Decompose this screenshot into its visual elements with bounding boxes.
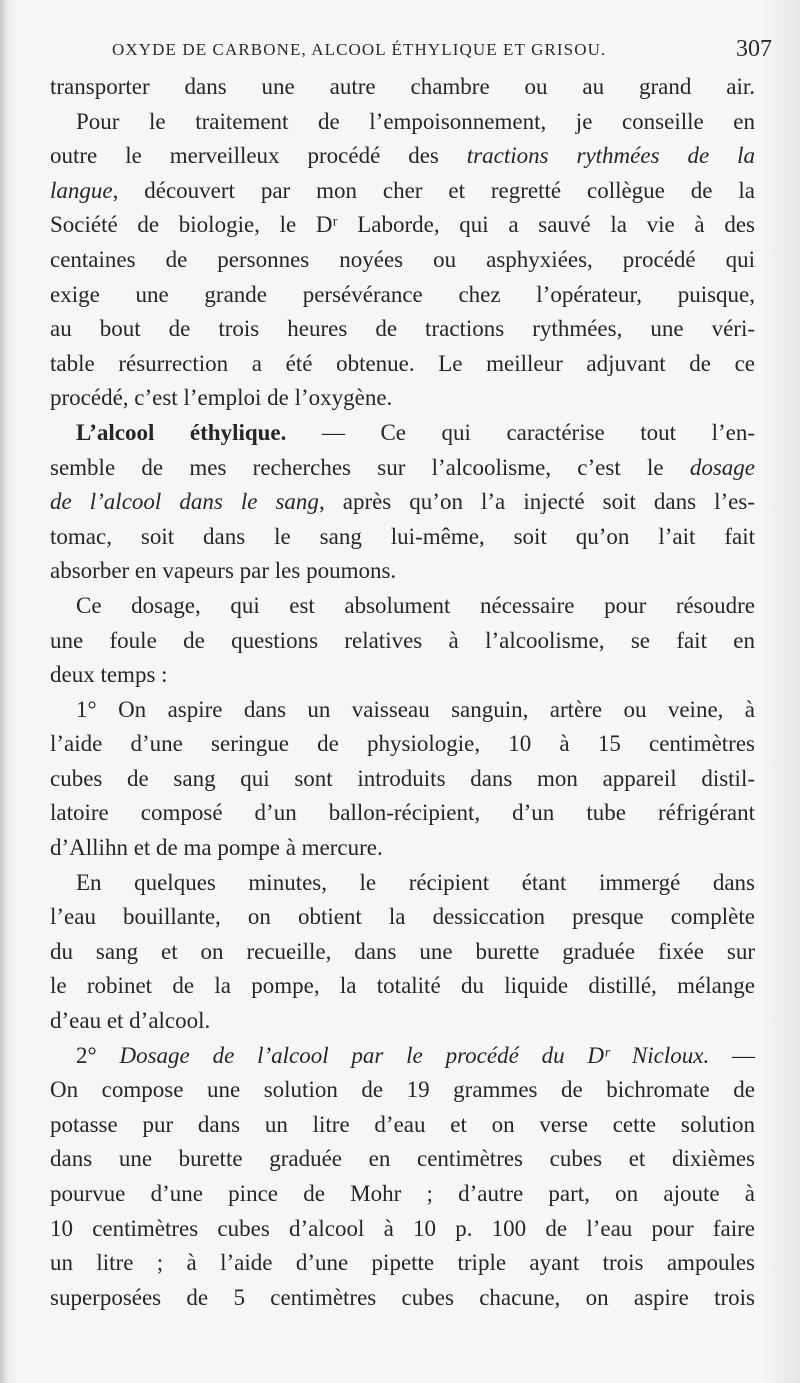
text-line: du sang et on recueille, dans une burette graduée fixée sur [50,938,755,964]
text-line: table résurrection a été obtenue. Le meilleur adjuvant de ce [50,350,755,376]
text-line: absorber en vapeurs par les poumons. [50,558,397,584]
italic-phrase: de l’alcool dans le sang [50,489,319,515]
subsection-heading: Dosage de l’alcool par le procédé du Dʳ Nicloux. [119,1042,710,1068]
text-line: 10 centimètres cubes d’alcool à 10 p. 100 de l’eau pour faire [50,1215,755,1241]
paragraph-start-line: Pour le traitement de l’empoisonnement, je conseille en [76,108,755,134]
paragraph-start-line: Ce dosage, qui est absolument nécessaire pour résoudre [76,592,755,618]
text-line: superposées de 5 centimètres cubes chacune, on aspire trois [50,1284,755,1310]
text-line: de l’alcool dans le sang, après qu’on l’a injecté soit dans l’es- [50,489,755,515]
section-heading-line: L’alcool éthylique. — Ce qui caractérise tout l’en- [76,419,755,445]
text-line: tomac, soit dans le sang lui-même, soit qu’on l’ait fait [50,523,755,549]
text-line: un litre ; à l’aide d’une pipette triple ayant trois ampoules [50,1250,755,1276]
text-line: semble de mes recherches sur l’alcoolisme, c’est le dosage [50,454,755,480]
text-line: deux temps : [50,662,168,688]
paragraph-start-line: En quelques minutes, le récipient étant immergé dans [76,869,755,895]
text-line: procédé, c’est l’emploi de l’oxygène. [50,385,393,411]
text-line: l’eau bouillante, on obtient la dessiccation presque complète [50,904,755,930]
text-line: d’eau et d’alcool. [50,1008,211,1034]
text-line: exige une grande persévérance chez l’opérateur, puisque, [50,281,755,307]
text-line: centaines de personnes noyées ou asphyxiées, procédé qui [50,246,755,272]
text-line: latoire composé d’un ballon-récipient, d’un tube réfrigérant [50,800,755,826]
text-line: d’Allihn et de ma pompe à mercure. [50,835,383,861]
text-line: potasse pur dans un litre d’eau et on verse cette solution [50,1111,755,1137]
text-line: l’aide d’une seringue de physiologie, 10 à 15 centimètres [50,731,755,757]
paragraph-start-line: 1° On aspire dans un vaisseau sanguin, artère ou veine, à [76,696,755,722]
italic-phrase: dosage [689,454,755,480]
text-line: On compose une solution de 19 grammes de bichromate de [50,1077,755,1103]
text-line: dans une burette graduée en centimètres cubes et dixièmes [50,1146,755,1172]
page-number: 307 [736,36,772,62]
text-line: langue, découvert par mon cher et regretté collègue de la [50,177,755,203]
text-line: Société de biologie, le Dʳ Laborde, qui a sauvé la vie à des [50,212,755,238]
italic-phrase: tractions rythmées de la [466,143,755,169]
body-text [50,70,755,1315]
text-line: outre le merveilleux procédé des tractions rythmées de la [50,143,755,169]
text-line: cubes de sang qui sont introduits dans mon appareil distil- [50,765,755,791]
page-edge-shadow [0,0,8,1383]
subsection-heading-line: 2° Dosage de l’alcool par le procédé du Dʳ Nicloux. — [76,1042,755,1068]
text-line: pourvue d’une pince de Mohr ; d’autre part, on ajoute à [50,1181,755,1206]
text-line: le robinet de la pompe, la totalité du liquide distillé, mélange [50,973,755,999]
section-heading: L’alcool éthylique. [76,419,287,445]
text-line: transporter dans une autre chambre ou au grand air. [50,74,755,99]
italic-phrase: langue [50,177,113,203]
text-line: au bout de trois heures de tractions rythmées, une véri- [50,316,755,342]
text-line: une foule de questions relatives à l’alcoolisme, se fait en [50,627,755,653]
running-title: OXYDE DE CARBONE, ALCOOL ÉTHYLIQUE ET GRISOU. [112,40,607,59]
running-header [112,36,772,62]
